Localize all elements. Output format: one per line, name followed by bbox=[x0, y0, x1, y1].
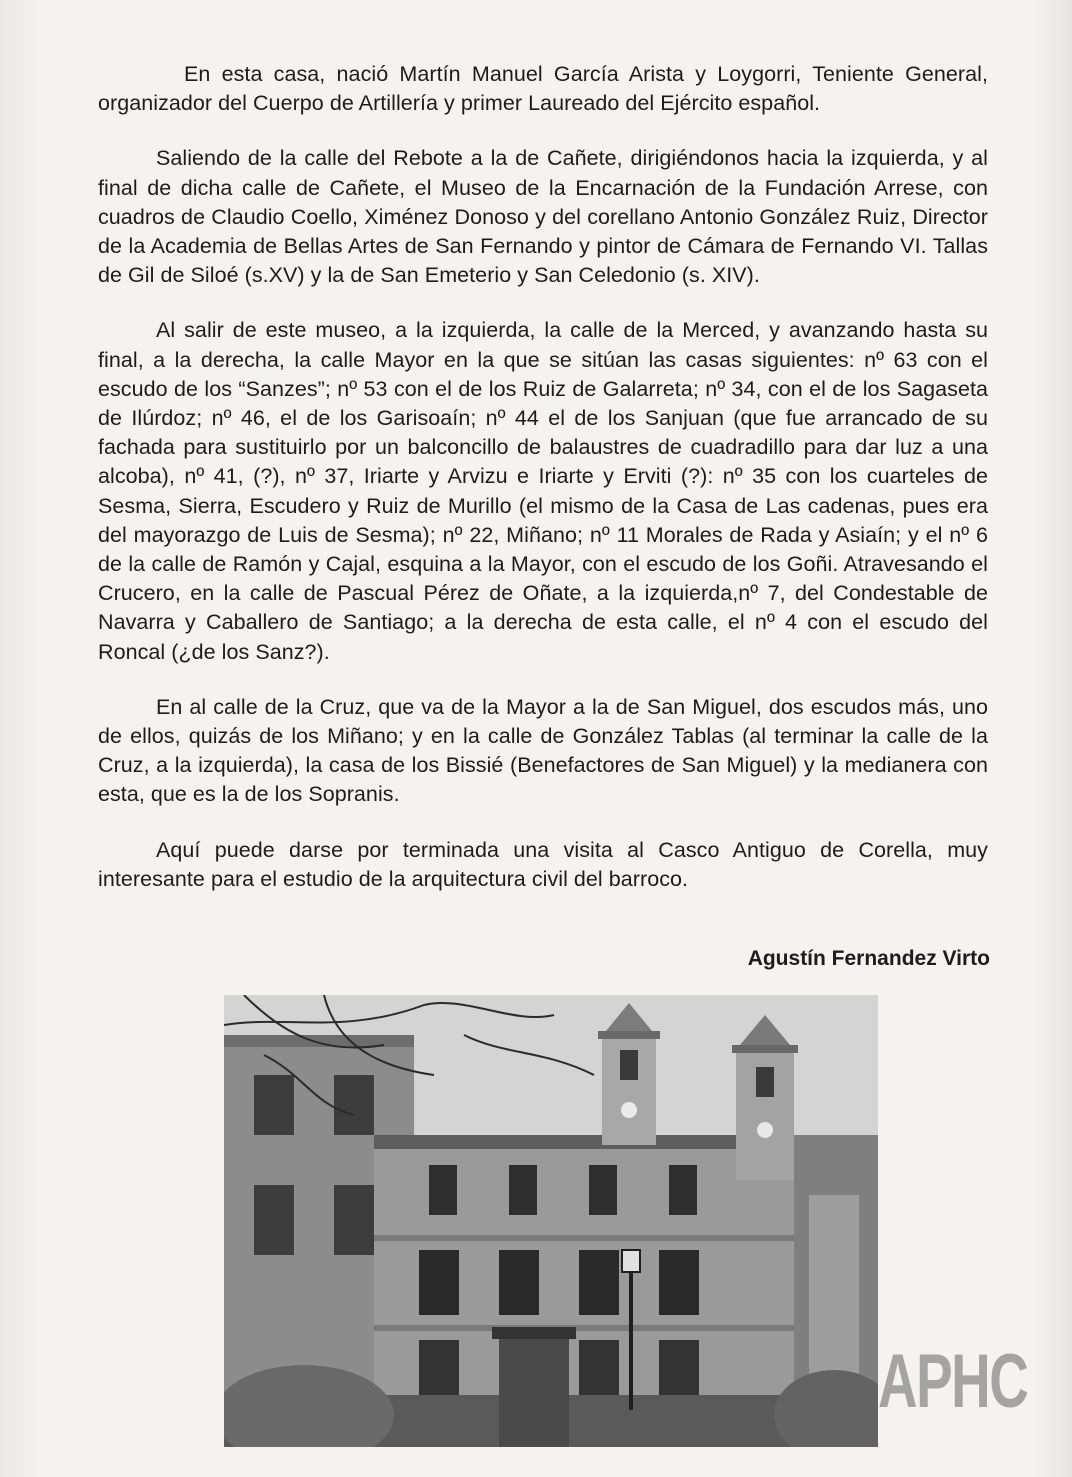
paragraph-2: Saliendo de la calle del Rebote a la de Cañete, dirigiéndonos hacia la izquierda, y al final de dicha calle de Cañete, el Museo de la Encarnación de la Fundación Arrese, con cuadros de Claudio Coello, Ximénez Donoso y del corellano Antonio González Ruiz, Director de la Academia de Bellas Artes de San Fernando y pintor de Cámara de Fernando VI. Tallas de Gil de Siloé (s.XV) y la de San Emeterio y San Celedonio (s. XIV). bbox=[98, 146, 988, 288]
paragraph-3: Al salir de este museo, a la izquierda, la calle de la Merced, y avanzando hasta su final, a la derecha, la calle Mayor en la que se sitúan las casas siguientes: nº 63 con el escudo de los “Sanzes”; nº 53 con el de los Ruiz de Galarreta; nº 34, con el de los Sagaseta de Ilúrdoz; nº 46, el de los Garisoaín; nº 44 el de los Sanjuan (que fue arrancado de su fachada para sustituirlo por un balconcillo de balaustres de cuadradillo para dar luz a una alcoba), nº 41, (?), nº 37, Iriarte y Arvizu e Iriarte y Erviti (?): nº 35 con los cuarteles de Sesma, Sierra, Escudero y Ruiz de Murillo (el mismo de la Casa de Las cadenas, pues era del mayorazgo de Luis de Sesma); nº 22, Miñano; nº 11 Morales de Rada y Asiaín; y el nº 6 de la calle de Ramón y Cajal, esquina a la Mayor, con el escudo de los Goñi. Atravesando el Crucero, en la calle de Pascual Pérez de Oñate, a la izquierda,nº 7, del Condestable de Navarra y Caballero de Santiago; a la derecha de esta calle, el nº 4 con el escudo del Roncal (¿de los Sanz?). bbox=[98, 318, 988, 664]
article-body bbox=[98, 60, 988, 920]
building-photo bbox=[224, 995, 878, 1447]
author-signature: Agustín Fernandez Virto bbox=[747, 947, 990, 970]
paragraph-1: En esta casa, nació Martín Manuel García Arista y Loygorri, Teniente General, organizador del Cuerpo de Artillería y primer Laureado del Ejército español. bbox=[98, 62, 988, 116]
paragraph-5: Aquí puede darse por terminada una visita al Casco Antiguo de Corella, muy interesante para el estudio de la arquitectura civil del barroco. bbox=[98, 837, 988, 891]
paragraph-4: En al calle de la Cruz, que va de la Mayor a la de San Miguel, dos escudos más, uno de ellos, quizás de los Miñano; y en la calle de González Tablas (al terminar la calle de la Cruz, a la izquierda), la casa de los Bissié (Benefactores de San Miguel) y la medianera con esta, que es la de los Sopranis. bbox=[98, 694, 988, 807]
watermark-logo: APHC bbox=[878, 1339, 1028, 1424]
building-illustration bbox=[224, 995, 878, 1447]
